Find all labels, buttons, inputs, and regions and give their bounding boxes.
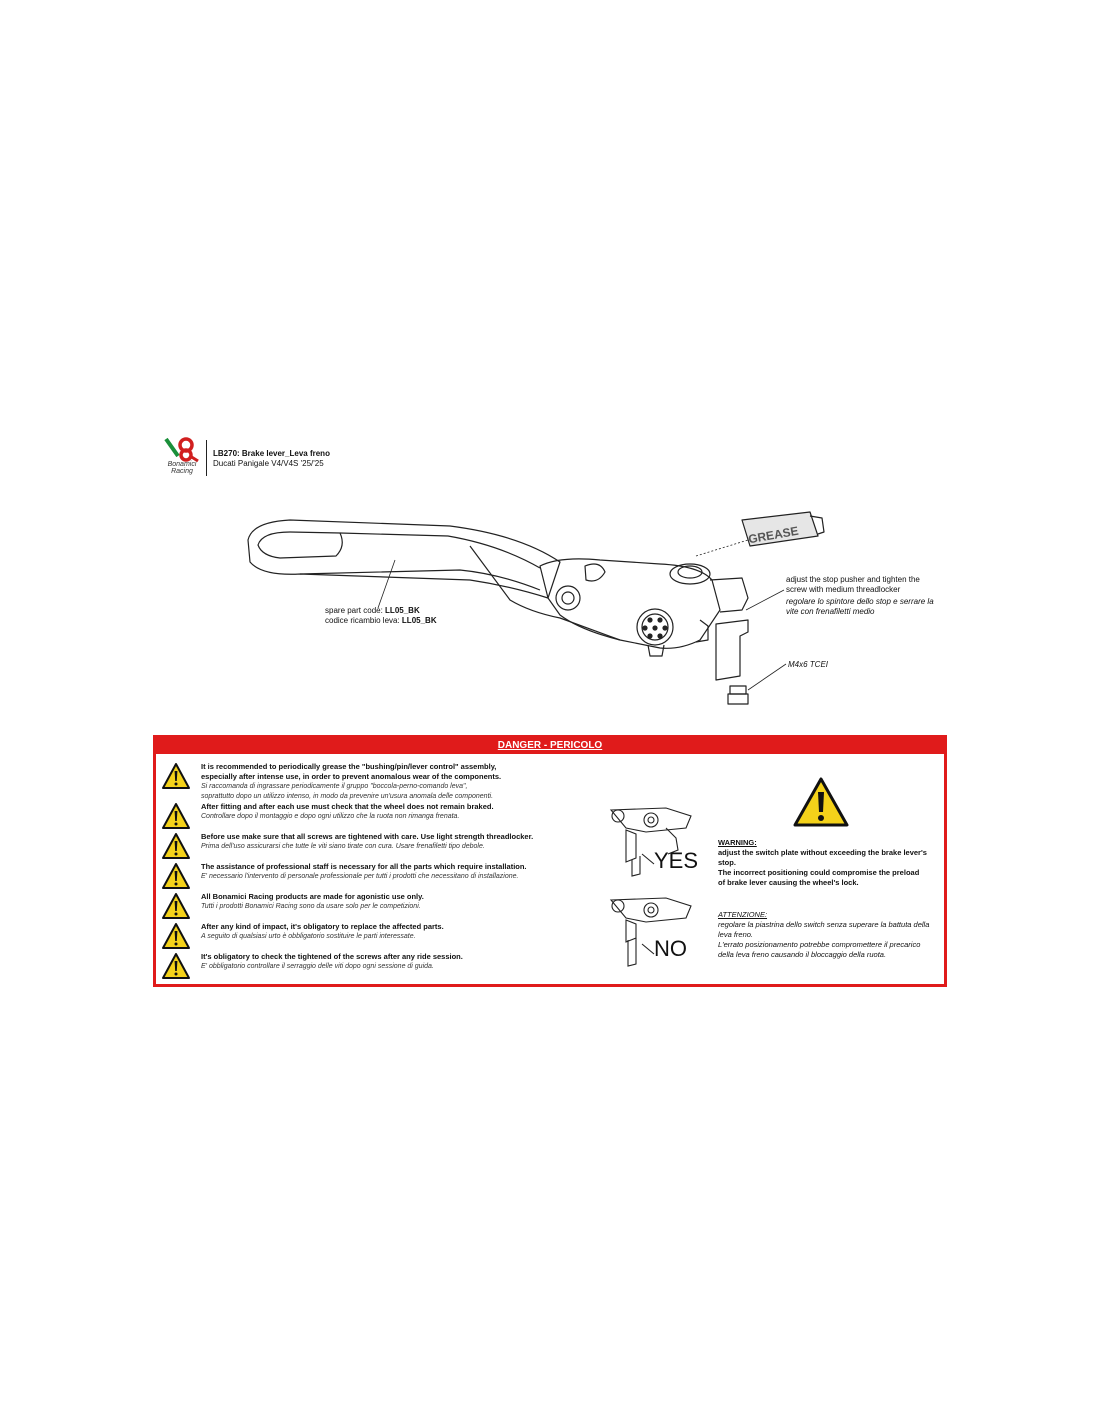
caution-icon [161, 952, 191, 980]
caution-icon [161, 922, 191, 950]
caution-icon [161, 802, 191, 830]
warning-title-it: ATTENZIONE: [718, 910, 768, 919]
danger-item-it: E' necessario l'intervento di personale professionale per tutti i prodotti che necessitano di installazione. [201, 873, 519, 880]
grease-label: GREASE [747, 523, 800, 547]
caution-icon [161, 832, 191, 860]
warning-body-en: adjust the switch plate without exceeding the brake lever's stop. [718, 848, 927, 867]
warning-body2-en: The incorrect positioning could compromise the preload of brake lever causing the wheel's lock. [718, 868, 920, 887]
yes-label: YES [654, 848, 699, 873]
danger-item-en: It is recommended to periodically grease the "bushing/pin/lever control" assembly, especially after intense use, in order to prevent anomalous wear of the components. [201, 762, 502, 781]
danger-item-it: Controllare dopo il montaggio e dopo ogni utilizzo che la ruota non rimanga frenata. [201, 813, 460, 820]
danger-item-it: A seguito di qualsiasi urto è obbligatorio sostituire le parti interessate. [201, 933, 416, 940]
danger-item-en: After any kind of impact, it's obligatory to replace the affected parts. [201, 922, 444, 931]
stop-note-en: adjust the stop pusher and tighten the screw with medium threadlocker [786, 575, 920, 594]
caution-icon [161, 762, 191, 790]
logo-line1: Bonamici [167, 461, 197, 468]
spare-it-prefix: codice ricambio leva: [325, 616, 402, 625]
danger-item-en: After fitting and after each use must check that the wheel does not remain braked. [201, 802, 494, 811]
product-subtitle: Ducati Panigale V4/V4S '25/'25 [213, 459, 324, 468]
danger-item-it: E' obbligatorio controllare il serraggio delle viti dopo ogni sessione di guida. [201, 963, 434, 970]
stop-pusher-note [786, 575, 936, 617]
screw-label: M4x6 TCEI [788, 660, 829, 669]
danger-item-it: Si raccomanda di ingrassare periodicamente il gruppo "boccola-perno-comando leva", soprattutto dopo un utilizzo intenso, in modo da prevenire un'usura anomala delle componenti. [201, 783, 494, 800]
danger-item-en: It's obligatory to check the tightened of the screws after any ride session. [201, 952, 463, 961]
warning-body-it: regolare la piastrina dello switch senza superare la battuta della leva freno. [718, 920, 930, 939]
warning-icon [792, 776, 850, 828]
danger-item-it: Tutti i prodotti Bonamici Racing sono da usare solo per le competizioni. [201, 903, 421, 910]
caution-icon [161, 862, 191, 890]
spare-en-prefix: spare part code: [325, 606, 386, 615]
logo-line2: Racing [171, 468, 193, 475]
stop-note-it: regolare lo spintore dello stop e serrare la vite con frenafiletti medio [786, 597, 934, 616]
danger-panel [153, 735, 947, 987]
danger-title: DANGER - PERICOLO [156, 738, 944, 754]
danger-item-it: Prima dell'uso assicurarsi che tutte le viti siano tirate con cura. Usare frenafiletti tipo debole. [201, 843, 485, 850]
spare-it-code: LL05_BK [401, 616, 437, 625]
warning-body2-it: L'errato posizionamento potrebbe compromettere il precarico della leva freno causando il bloccaggio della ruota. [718, 940, 921, 959]
spare-en-code: LL05_BK [385, 606, 420, 615]
danger-item-en: All Bonamici Racing products are made for agonistic use only. [201, 892, 424, 901]
danger-item-en: The assistance of professional staff is necessary for all the parts which require installation. [201, 862, 527, 871]
danger-item-en: Before use make sure that all screws are tightened with care. Use light strength threadlocker. [201, 832, 534, 841]
caution-icon [161, 892, 191, 920]
spare-part-note [325, 606, 437, 626]
product-title: LB270: Brake lever_Leva freno [213, 449, 330, 458]
warning-title-en: WARNING: [718, 838, 757, 847]
no-label: NO [654, 936, 687, 961]
